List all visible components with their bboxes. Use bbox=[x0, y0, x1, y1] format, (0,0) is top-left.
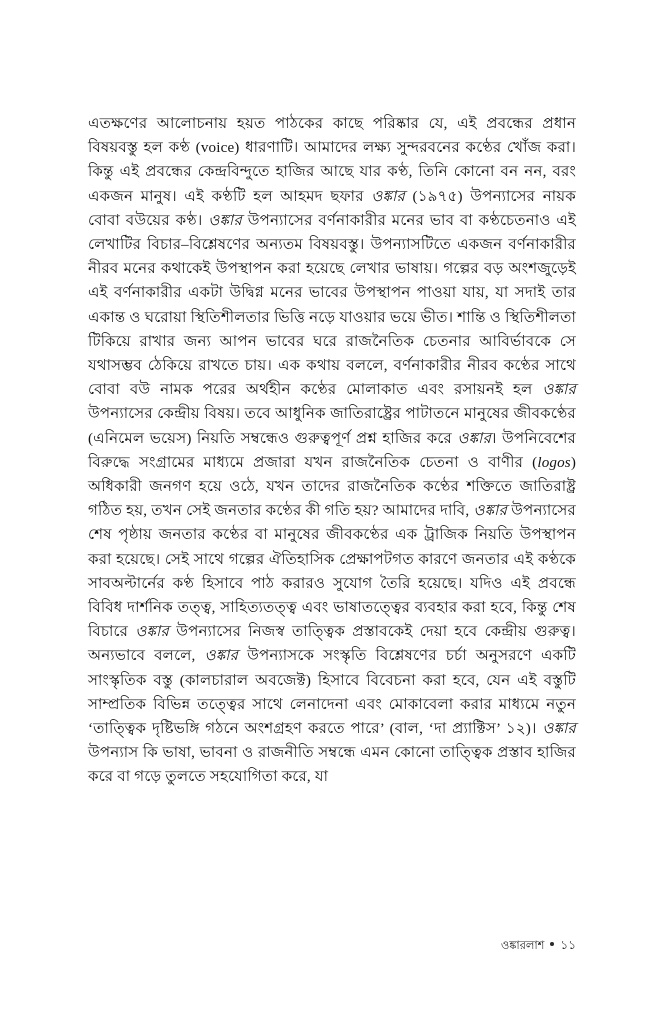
body-text-segment-8: উপন্যাসের নিজস্ব তাত্ত্বিক প্রস্তাবকেই দেয়া হবে কেন্দ্রীয় গুরুত্ব। অন্যভাবে বললে, bbox=[88, 624, 576, 665]
body-text-segment-3: উপন্যাসের বর্ণনাকারীর মনের ভাব বা কণ্ঠচেতনাও এই লেখাটির বিচার–বিশ্লেষণের অন্যতম বিষয়বস্তু। উপন্যাসটিতে একজন বর্ণনাকারীর নীরব মনের কথাকেই উপস্থাপন করা হয়েছে লেখার ভাষায়। গল্পের বড় অংশজুড়েই এই বর্ণনাকারীর একটা উদ্বিগ্ন মনের ভাবের উপস্থাপন পাওয়া যায়, যা সদাই তার একান্ত ও ঘরোয়া স্থিতিশীলতার ভিত্তি নড়ে যাওয়ার ভয়ে ভীত। শান্তি ও স্থিতিশীলতা টিকিয়ে রাখার জন্য আপন ভাবের ঘরে রাজনৈতিক চেতনার আবির্ভাবকে সে যথাসম্ভব ঠেকিয়ে রাখতে চায়। এক কথায় বললে, বর্ণনাকারীর নীরব কণ্ঠের সাথে বোবা বউ নামক পরের অর্থহীন কণ্ঠের মোলাকাত এবং রসায়নই হল bbox=[88, 212, 576, 399]
italic-title-7: ওঙ্কার bbox=[135, 624, 169, 641]
italic-title-3: ওঙ্কার bbox=[542, 382, 576, 399]
body-text-segment-9: উপন্যাসকে সংস্কৃতি বিশ্লেষণের চর্চা অনুসরণে একটি সাংস্কৃতিক বস্তু (কালচারাল অবজেক্ট) হিসাবে বিবেচনা করা হবে, যেন এই বস্তুটি সাম্প্রতিক বিভিন্ন তত্ত্বের সাথে লেনাদেনা এবং মোকাবেলা করার মাধ্যমে নতুন ‘তাত্ত্বিক দৃষ্টিভঙ্গি গঠনে অংশগ্রহণ করতে পারে’ (বাল, ‘দা প্র্যাক্টিস’ ১২)। bbox=[88, 648, 577, 738]
bullet-separator-icon bbox=[550, 942, 554, 946]
body-text-segment-4: উপন্যাসের কেন্দ্রীয় বিষয়। তবে আধুনিক জাতিরাষ্ট্রের পাটাতনে মানুষের জীবকণ্ঠের (এনিমেল ভয়েস) নিয়তি সম্বন্ধেও গুরুত্বপূর্ণ প্রশ্ন হাজির করে bbox=[88, 406, 576, 447]
italic-term-logos: logos bbox=[537, 454, 571, 471]
body-text-block bbox=[88, 112, 576, 790]
italic-title-2: ওঙ্কার bbox=[208, 212, 242, 229]
italic-title-9: ওঙ্কার bbox=[542, 721, 576, 738]
italic-title-4: ওঙ্কার bbox=[457, 430, 492, 447]
body-text-segment-2: (১৯৭৫) উপন্যাসের নায়ক বোবা বউয়ের কণ্ঠ। bbox=[88, 188, 577, 229]
italic-title-6: ওঙ্কার bbox=[473, 503, 508, 520]
body-text-segment-6: ) অধিকারী জনগণ হয়ে ওঠে, যখন তাদের রাজনৈতিক কণ্ঠের শক্তিতে জাতিরাষ্ট্র গঠিত হয়, তখন সেই জনতার কণ্ঠের কী গতি হয়? আমাদের দাবি, bbox=[88, 454, 576, 520]
body-text-segment-1: এতক্ষণের আলোচনায় হয়ত পাঠকের কাছে পরিষ্কার যে, এই প্রবন্ধের প্রধান বিষয়বস্তু হল কণ্ঠ (voice) ধারণাটি। আমাদের লক্ষ্য সুন্দরবনের কণ্ঠের খোঁজ করা। কিন্তু এই প্রবন্ধের কেন্দ্রবিন্দুতে হাজির আছে যার কণ্ঠ, তিনি কোনো বন নন, বরং একজন মানুষ। এই কণ্ঠটি হল আহমদ ছফার bbox=[88, 116, 576, 205]
running-head: ওঙ্কারলাশ bbox=[500, 940, 545, 952]
body-text-segment-7: উপন্যাসের শেষ পৃষ্ঠায় জনতার কণ্ঠের বা মানুষের জীবকণ্ঠের এক ট্রাজিক নিয়তি উপস্থাপন করা হয়েছে। সেই সাথে গল্পের ঐতিহাসিক প্রেক্ষাপটগত কারণে জনতার এই কণ্ঠকে সাবঅল্টার্নের কণ্ঠ হিসাবে পাঠ করারও সুযোগ তৈরি হয়েছে। যদিও এই প্রবন্ধে বিবিধ দার্শনিক তত্ত্ব, সাহিত্যতত্ত্ব এবং ভাষাতত্ত্বের ব্যবহার করা হবে, কিন্তু শেষ বিচারে bbox=[88, 503, 576, 641]
page-footer bbox=[88, 938, 576, 953]
body-text-segment-10: উপন্যাস কি ভাষা, ভাবনা ও রাজনীতি সম্বন্ধে এমন কোনো তাত্ত্বিক প্রস্তাব হাজির করে বা গড়ে তুলতে সহযোগিতা করে, যা bbox=[88, 745, 576, 786]
italic-title-8: ওঙ্কার bbox=[204, 648, 239, 665]
body-paragraph bbox=[88, 112, 576, 790]
body-text-segment-5: । উপনিবেশের বিরুদ্ধে সংগ্রামের মাধ্যমে প্রজারা যখন রাজনৈতিক চেতনা ও বাণীর ( bbox=[88, 430, 576, 471]
page-number: ১১ bbox=[560, 938, 576, 952]
italic-title-1: ওঙ্কার bbox=[371, 188, 405, 205]
